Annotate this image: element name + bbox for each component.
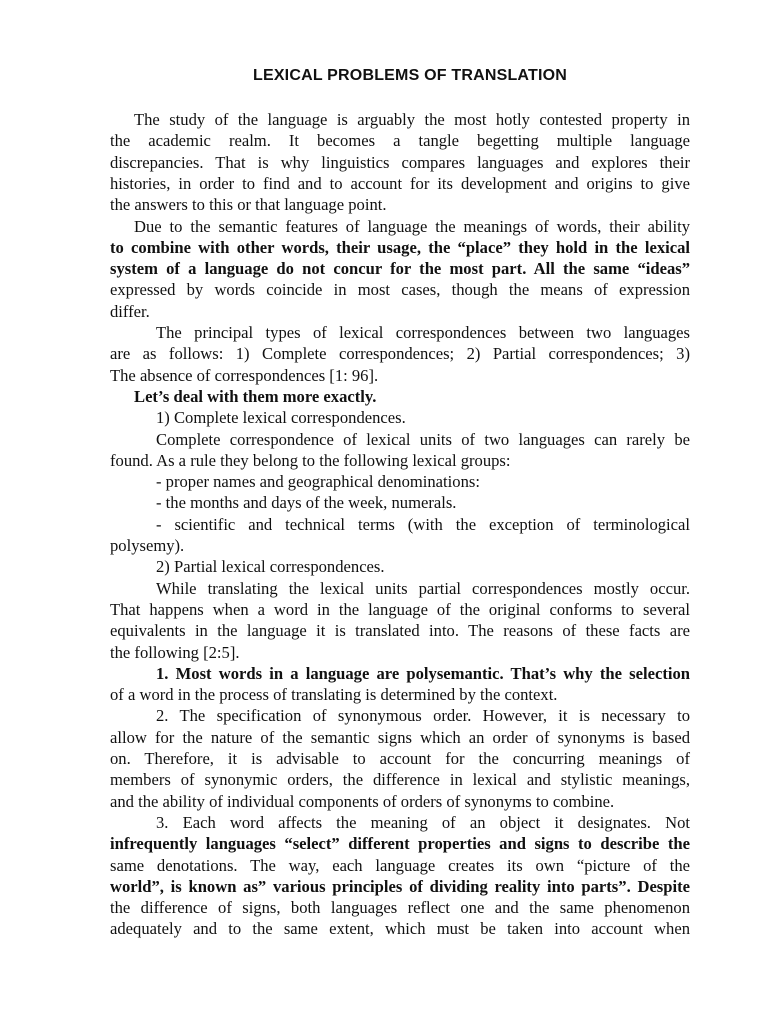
text-line: on. Therefore, it is advisable to account for the concurring meanings of <box>110 749 690 768</box>
text-line: 1. Most words in a language are polysemantic. That’s why the selection <box>156 663 690 683</box>
text-line: That happens when a word in the language of the original conforms to several <box>110 599 690 619</box>
text-line: members of synonymic orders, the difference in lexical and stylistic meanings, <box>110 770 690 790</box>
text-line: differ. <box>110 301 150 321</box>
text-line: world”, is known as” various principles of dividing reality into parts”. Despite <box>110 876 690 896</box>
text-line: to combine with other words, their usage, the “place” they hold in the lexical <box>110 237 690 257</box>
text-line: 2. The specification of synonymous order. However, it is necessary to <box>156 706 690 726</box>
text-line: histories, in order to find and to account for its development and origins to give <box>110 173 690 193</box>
document-title: LEXICAL PROBLEMS OF TRANSLATION <box>252 67 568 84</box>
text-line: While translating the lexical units partial correspondences mostly occur. <box>156 578 690 598</box>
text-line: found. As a rule they belong to the following lexical groups: <box>110 450 511 470</box>
text-line: infrequently languages “select” different properties and signs to describe the <box>110 834 690 854</box>
text-line: polysemy). <box>110 536 185 555</box>
text-line: the answers to this or that language point. <box>110 195 387 215</box>
text-line: 3. Each word affects the meaning of an object it designates. Not <box>156 812 690 832</box>
text-line: the following [2:5]. <box>110 642 240 662</box>
text-line: and the ability of individual components of orders of synonyms to combine. <box>110 791 615 811</box>
text-line: 1) Complete lexical correspondences. <box>156 408 406 428</box>
text-line: of a word in the process of translating is determined by the context. <box>110 685 558 705</box>
text-line: 2) Partial lexical correspondences. <box>156 557 385 577</box>
text-line: allow for the nature of the semantic signs which an order of synonyms is based <box>110 727 690 747</box>
text-line: discrepancies. That is why linguistics compares languages and explores their <box>110 152 690 172</box>
text-line: expressed by words coincide in most cases, though the means of expression <box>110 280 690 300</box>
text-line: equivalents in the language it is translated into. The reasons of these facts are <box>110 621 690 641</box>
text-line: The study of the language is arguably the most hotly contested property in <box>134 110 690 129</box>
text-line: the academic realm. It becomes a tangle begetting multiple language <box>110 131 690 151</box>
text-line: - proper names and geographical denominations: <box>156 472 480 492</box>
text-line: Complete correspondence of lexical units of two languages can rarely be <box>156 429 690 449</box>
text-line: Due to the semantic features of language the meanings of words, their ability <box>134 216 690 236</box>
text-line: system of a language do not concur for the most part. All the same “ideas” <box>110 259 690 279</box>
text-line: Let’s deal with them more exactly. <box>134 386 377 406</box>
text-line: - scientific and technical terms (with the exception of terminological <box>156 514 690 534</box>
text-line: - the months and days of the week, numerals. <box>156 493 457 513</box>
text-line: same denotations. The way, each language creates its own “picture of the <box>110 855 690 875</box>
text-line: The absence of correspondences [1: 96]. <box>110 365 379 385</box>
text-line: the difference of signs, both languages reflect one and the same phenomenon <box>110 898 690 918</box>
text-line: The principal types of lexical correspondences between two languages <box>156 323 690 342</box>
text-line: adequately and to the same extent, which must be taken into account when <box>110 919 690 939</box>
text-line: are as follows: 1) Complete correspondences; 2) Partial correspondences; 3) <box>110 344 690 364</box>
